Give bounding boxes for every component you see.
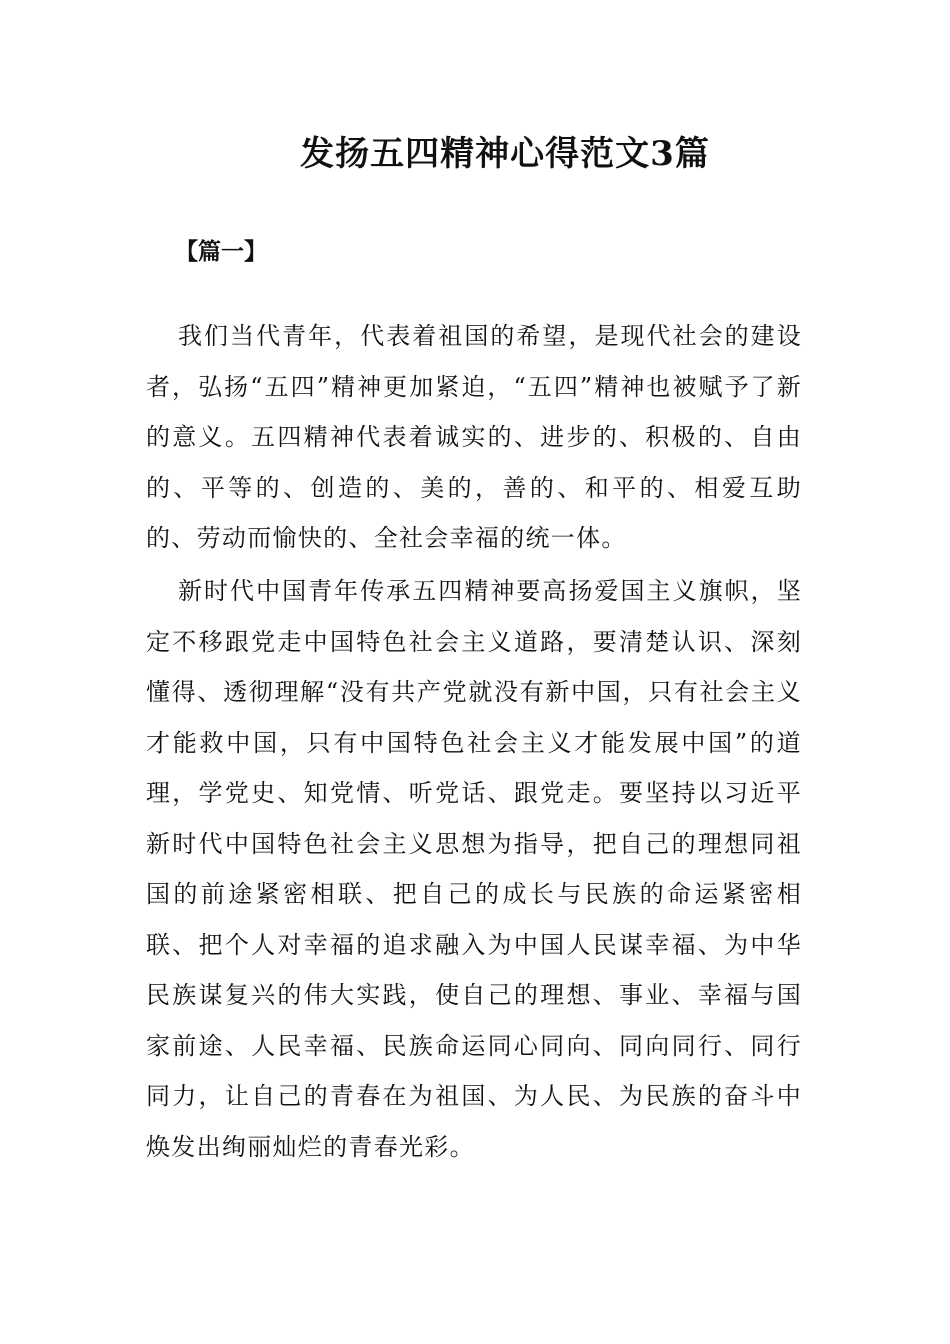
body-paragraph-2: 新时代中国青年传承五四精神要高扬爱国主义旗帜，坚定不移跟党走中国特色社会主义道路，要清楚认识、深刻懂得、透彻理解“没有共产党就没有新中国，只有社会主义才能救中国，只有中国特色社会主义才能发展中国”的道理，学党史、知党情、听党话、跟党走。要坚持以习近平新时代中国特色社会主义思想为指导，把自己的理想同祖国的前途紧密相联、把自己的成长与民族的命运紧密相联、把个人对幸福的追求融入为中国人民谋幸福、为中华民族谋复兴的伟大实践，使自己的理想、事业、幸福与国家前途、人民幸福、民族命运同心同向、同向同行、同行同力，让自己的青春在为祖国、为人民、为民族的奋斗中焕发出绚丽灿烂的青春光彩。 xyxy=(146,577,802,1161)
body-paragraph-1: 我们当代青年，代表着祖国的希望，是现代社会的建设者，弘扬“五四”精神更加紧迫，“五四”精神也被赋予了新的意义。五四精神代表着诚实的、进步的、积极的、自由的、平等的、创造的、美的，善的、和平的、相爱互助的、劳动而愉快的、全社会幸福的统一体。 xyxy=(146,322,802,552)
document-title: 发扬五四精神心得范文3篇 xyxy=(300,134,710,174)
section-label: 【篇一】 xyxy=(175,238,267,265)
